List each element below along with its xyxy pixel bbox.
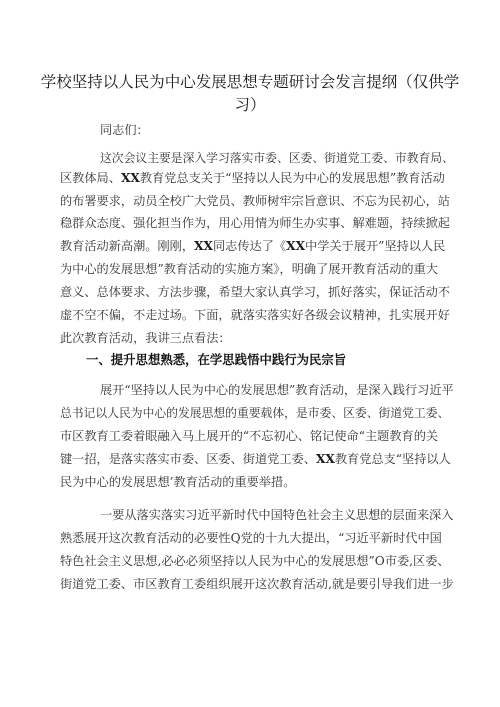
paragraph-1-line: 稳群众态度、强化担当作为，用心用情为师生办实事、解难题，持续掀起 (60, 216, 450, 230)
paragraph-1-line: 此次教育活动，我讲三点看法： (60, 331, 231, 345)
paragraph-3-line: 熟悉展开这次教育活动的必要性Q党的十九大提出，“习近平新时代中国 (60, 531, 442, 545)
paragraph-2-line: 民为中心的发展思想’教育活动的重要举措。 (60, 475, 296, 489)
paragraph-2-line: 市区教育工委着眼融入马上展开的“不忘初心、铭记使命“主题教育的关 (60, 429, 439, 443)
paragraph-2-line: 展开“坚持以人民为中心的发展思想”教育活动，是深入践行习近平 (100, 383, 454, 397)
document-title-line-1: 学校坚持以人民为中心发展思想专题研讨会发言提纲（仅供学 (40, 73, 460, 91)
section-heading-1: 一、提升思想熟悉，在学思践悟中践行为民宗旨 (86, 352, 347, 367)
paragraph-1-line: 的布署要求，动员全校广大党员、教师树牢宗旨意识、不忘为民初心，站 (60, 194, 450, 208)
paragraph-1-line: 虚不空不偏，不走过场。下面，就落实落实好各级会议精神，扎实展开好 (60, 308, 450, 322)
paragraph-3-line: 一要从落实落实习近平新时代中国特色社会主义思想的层面来深入 (100, 508, 454, 522)
paragraph-2-line: 总书记以人民为中心的发展思想的重要载体，是市委、区委、街道党工委、 (60, 406, 450, 420)
paragraph-1-line: 这次会议主要是深入学习落实市委、区委、街道党工委、市教育局、 (100, 151, 454, 165)
paragraph-1-line: 区教体局、XX教育党总支关于“坚持以人民为中心的发展思想”教育活动 (60, 171, 445, 185)
paragraph-3-line: 特色社会主义思想,必必必须坚持以人民为中心的发展思想”O市委,区委、 (60, 554, 450, 568)
paragraph-2-line: 键一招，是落实落实市委、区委、街道党工委、XX教育党总支“坚持以人 (60, 452, 451, 466)
paragraph-1-line: 为中心的发展思想”教育活动的实施方案》，明确了展开教育活动的重大 (60, 262, 438, 276)
paragraph-1-line: 意义、总体要求、方法步骤，希望大家认真学习，抓好落实，保证活动不 (60, 285, 450, 299)
paragraph-1-line: 教育活动新高潮。刚刚，XX同志传达了《XX中学关于展开”坚持以人民 (60, 239, 446, 253)
salutation: 同志们： (100, 123, 149, 137)
paragraph-3-line: 街道党工委、市区教育工委组织展开这次教育活动,就是要引导我们进一步 (60, 577, 454, 591)
document-title-line-2: 习） (234, 96, 266, 114)
